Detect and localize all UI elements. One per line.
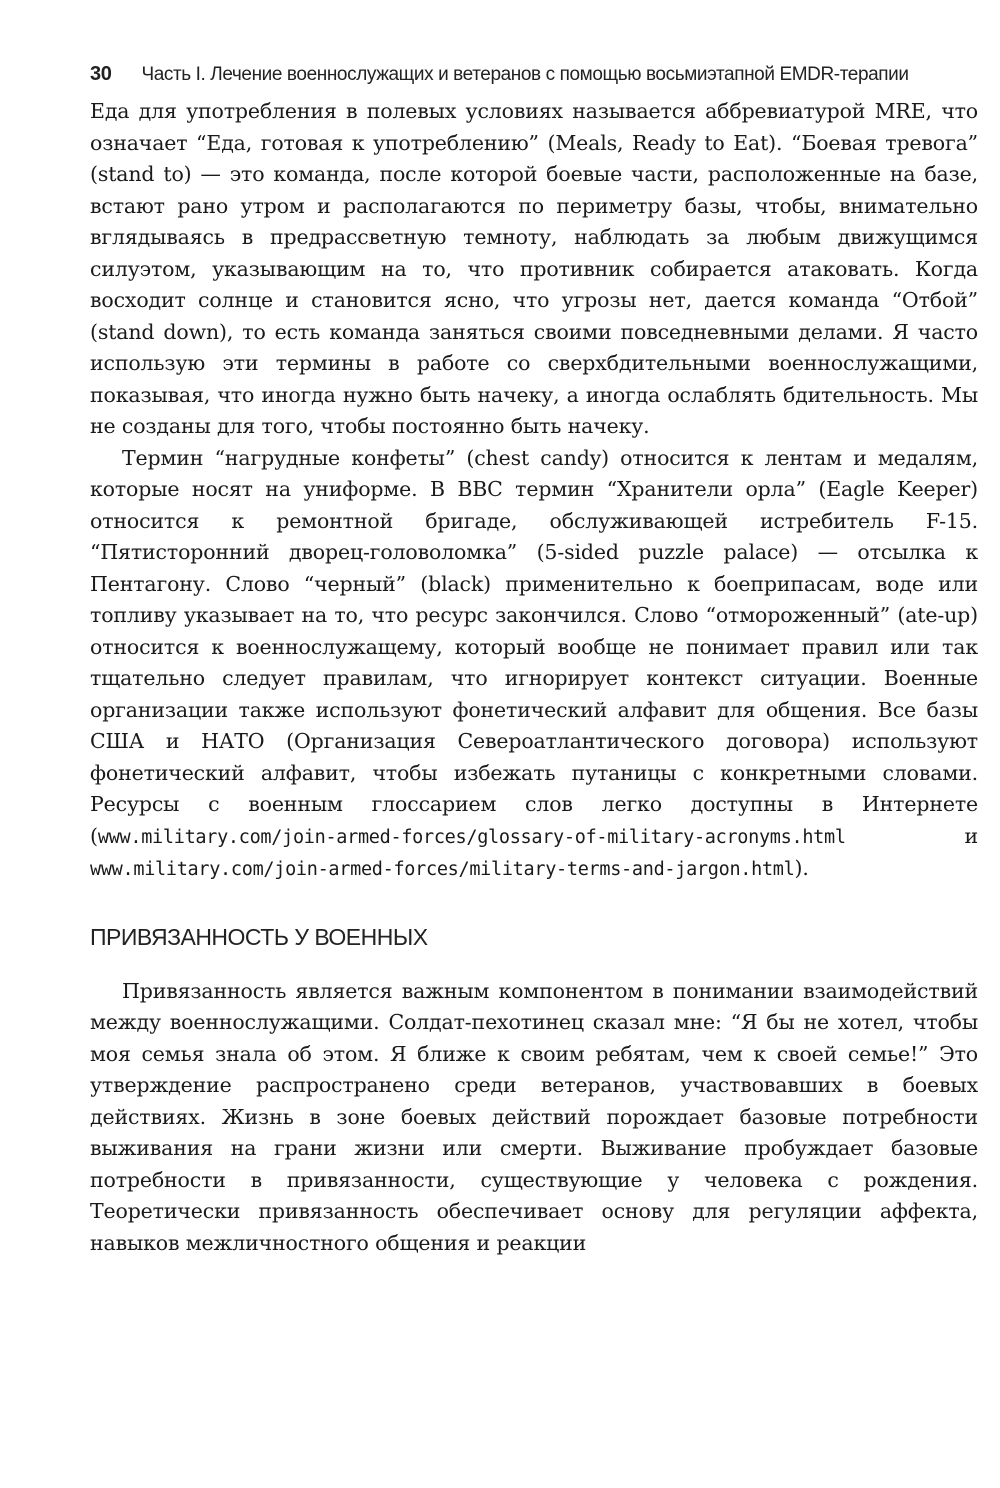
section-heading: ПРИВЯЗАННОСТЬ У ВОЕННЫХ [90,923,428,950]
slang-text: Термин “нагрудные конфеты” (chest candy) относится к лентам и медалям, которые носят на униформе. В ВВС термин “Хранители орла” (Eagle Keeper) относится к ремонтной бригаде, обслуживающей истребитель F-15. “Пятисторонний дворец-головоломка” (5-sided puzzle palace) — отсылка к Пентагону. Слово “черный” (black) применительно к боеприпасам, воде или топливу указывает на то, что ресурс закончился. Слово “отмороженный” (ate-up) относится к военнослужащему, который вообще не понимает правил или так тщательно следует правилам, что игнорирует контекст ситуации. Военные организации также используют фонетический алфавит для общения. Все базы США и НАТО (Организация Североатлантического договора) используют фонетический алфавит, чтобы избежать путаницы с конкретными словами. Ресурсы с военным глоссарием слов легко доступны в Интернете ( [90,445,978,848]
running-header [90,62,978,92]
paragraph-mre: Еда для употребления в полевых условиях называется аббревиатурой MRE, что означает “Еда, готовая к употреблению” (Meals, Ready to Eat). “Боевая тревога” (stand to) — это команда, после которой боевые части, расположенные на базе, встают рано утром и располагаются по периметру базы, чтобы, внимательно вглядываясь в предрассветную темноту, наблюдать за любым движущимся силуэтом, указывающим на то, что противник собирается атаковать. Когда восходит солнце и становится ясно, что угрозы нет, дается команда “Отбой” (stand down), то есть команда заняться своими повседневными делами. Я часто использую эти термины в работе со сверхбдительными военнослужащими, показывая, что иногда нужно быть начеку, а иногда ослаблять бдительность. Мы не созданы для того, чтобы постоянно быть начеку. [90,99,978,438]
body-text [90,96,978,1259]
paragraph-closing: ). [794,856,809,880]
running-title: Часть I. Лечение военнослужащих и ветеранов с помощью восьмиэтапной EMDR-терапии [141,64,909,85]
page-number: 30 [90,63,112,85]
glossary-url-jargon[interactable]: www.military.com/join-armed-forces/military-terms-and-jargon.html [90,859,795,880]
glossary-url-acronyms[interactable]: www.military.com/join-armed-forces/glossary-of-military-acronyms.html [97,826,846,848]
paragraph-attachment: Привязанность является важным компонентом в понимании взаимодействий между военнослужащими. Солдат-пехотинец сказал мне: “Я бы не хотел, чтобы моя семья знала об этом. Я ближе к своим ребятам, чем к своей семье!” Это утверждение распространено среди ветеранов, участвовавших в боевых действиях. Жизнь в зоне боевых действий порождает базовые потребности выживания на грани жизни или смерти. Выживание пробуждает базовые потребности в привязанности, существующие у человека с рождения. Теоретически привязанность обеспечивает основу для регуляции аффекта, навыков межличностного общения и реакции [90,978,978,1255]
paragraph-military-slang [90,443,978,886]
book-page [90,62,978,1259]
conjunction-and: и [845,823,978,848]
